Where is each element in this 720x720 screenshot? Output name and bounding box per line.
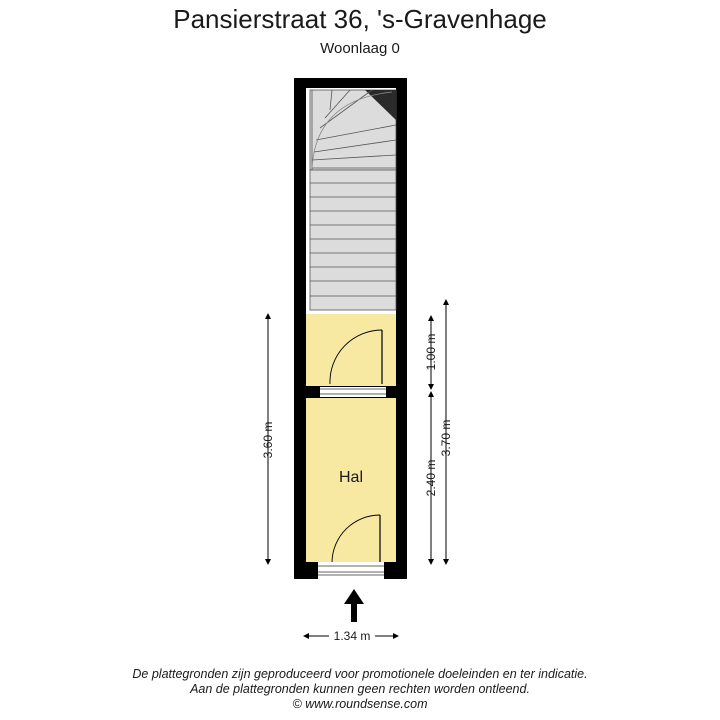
disclaimer-line-2: Aan de plattegronden kunnen geen rechten worden ontleend. (190, 682, 530, 696)
room-label-hal: Hal (338, 469, 364, 486)
dimension-right-upper-label: 1.00 m (424, 333, 438, 371)
inner-door-opening (320, 387, 386, 397)
front-door-opening (318, 562, 384, 579)
inner-wall-left (306, 386, 320, 398)
dimension-bottom-label: 1.34 m (333, 629, 371, 643)
entrance-arrow-icon (344, 589, 364, 622)
dimension-right-total-label: 3.70 m (439, 419, 453, 457)
dimension-right-lower-label: 2.40 m (424, 459, 438, 497)
dimension-right-lower (424, 394, 438, 562)
floor-label: Woonlaag 0 (320, 40, 400, 57)
staircase (310, 90, 396, 310)
inner-wall-right (386, 386, 396, 398)
copyright: © www.roundsense.com (292, 697, 428, 711)
disclaimer (0, 667, 720, 712)
disclaimer-line-1: De plattegronden zijn geproduceerd voor promotionele doeleinden en ter indicatie. (132, 667, 588, 681)
dimension-bottom (306, 628, 396, 643)
dimension-right-upper (424, 318, 438, 387)
dimension-right-total (439, 302, 453, 562)
plan-title: Pansierstraat 36, 's-Gravenhage (173, 4, 547, 34)
dimension-left (261, 316, 275, 562)
dimension-left-label: 3.60 m (261, 421, 275, 459)
